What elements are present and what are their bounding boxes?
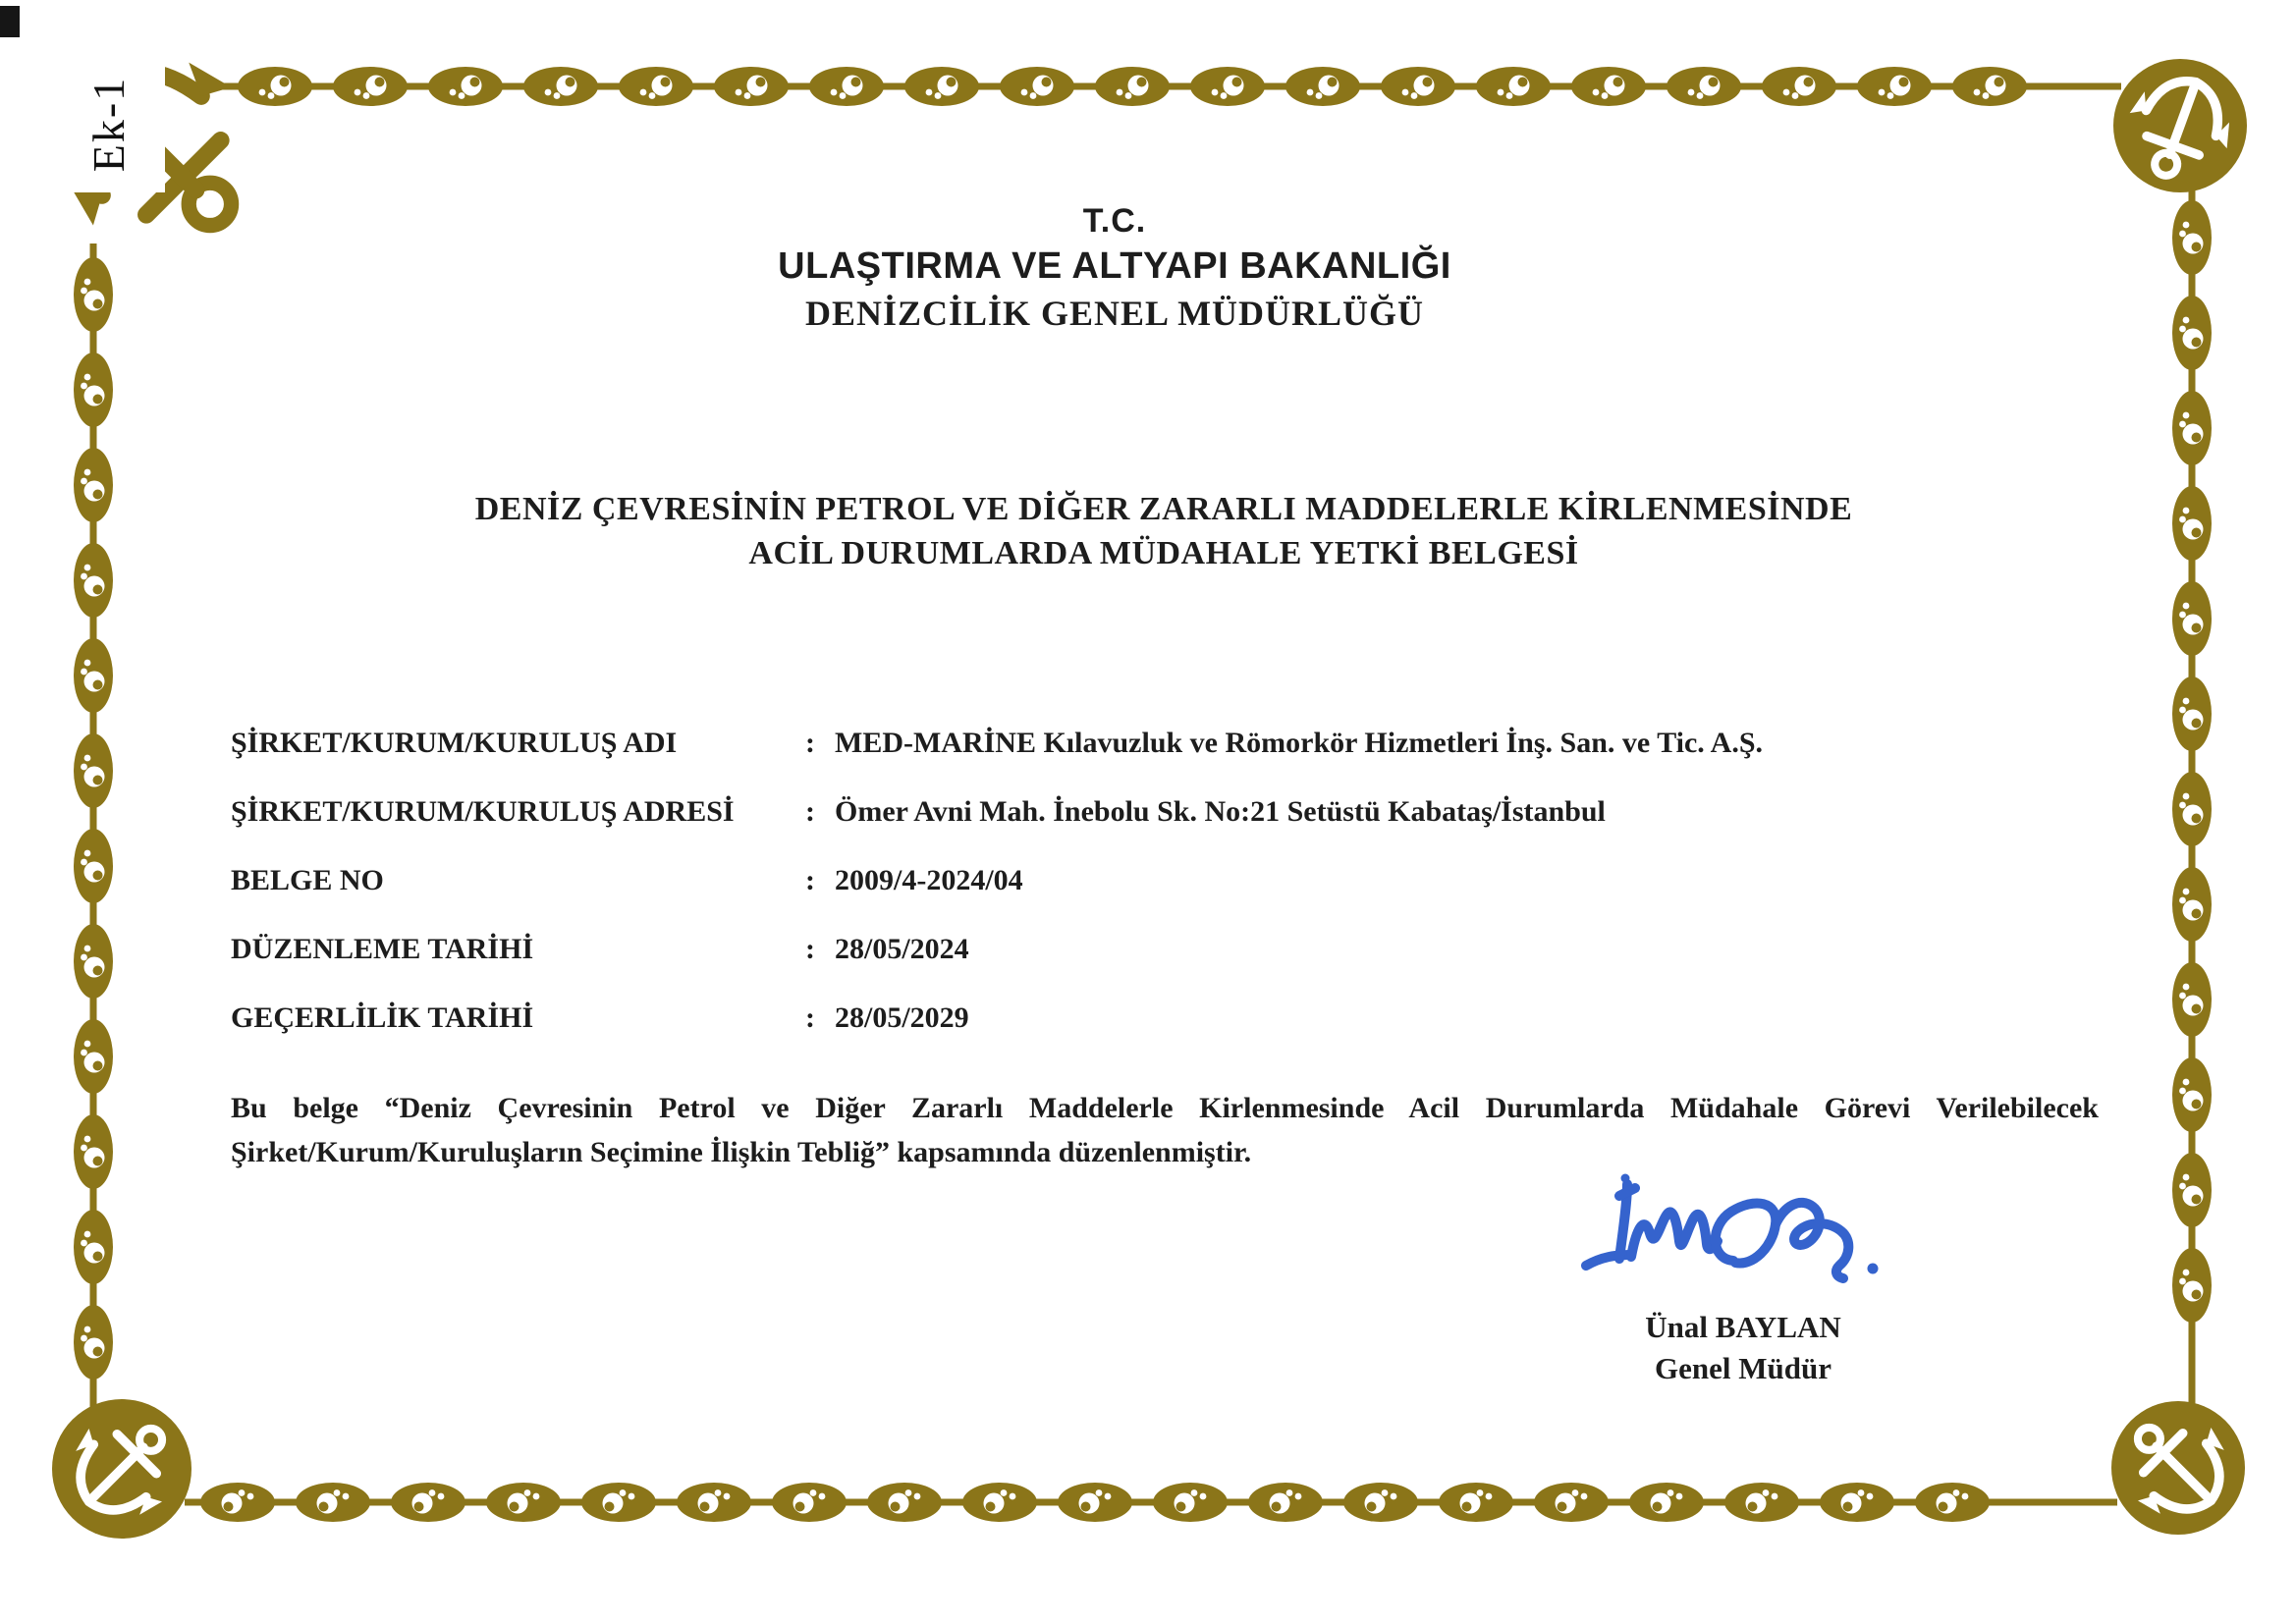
field-label: BELGE NO xyxy=(231,864,384,896)
field-label: ŞİRKET/KURUM/KURULUŞ ADRESİ xyxy=(231,795,735,828)
document-header xyxy=(231,202,1998,334)
certificate-title xyxy=(231,487,2097,575)
ministry-name: ULAŞTIRMA VE ALTYAPI BAKANLIĞI xyxy=(778,245,1451,287)
field-colon: : xyxy=(805,933,815,965)
field-label: ŞİRKET/KURUM/KURULUŞ ADI xyxy=(231,727,678,759)
handwritten-signature xyxy=(1576,1170,1910,1318)
republic-abbreviation: T.C. xyxy=(1082,202,1147,240)
field-value: Ömer Avni Mah. İnebolu Sk. No:21 Setüstü Kabataş/İstanbul xyxy=(835,795,1606,828)
field-colon: : xyxy=(805,1001,815,1034)
signature-block xyxy=(1571,1170,1915,1386)
certificate-title-line1: DENİZ ÇEVRESİNİN PETROL VE DİĞER ZARARLI MADDELERLE KİRLENMESİNDE xyxy=(474,491,1853,527)
signatory-role: Genel Müdür xyxy=(1655,1351,1831,1385)
field-row-certificate-no xyxy=(231,864,2106,933)
directorate-name: DENİZCİLİK GENEL MÜDÜRLÜĞÜ xyxy=(804,294,1425,333)
field-colon: : xyxy=(805,727,815,759)
field-row-validity-date xyxy=(231,1001,2106,1070)
field-value: MED-MARİNE Kılavuzluk ve Römorkör Hizmetleri İnş. San. ve Tic. A.Ş. xyxy=(835,727,1763,759)
field-value: 28/05/2024 xyxy=(835,933,969,965)
signatory-name: Ünal BAYLAN xyxy=(1645,1310,1841,1344)
field-row-issue-date xyxy=(231,933,2106,1001)
field-colon: : xyxy=(805,864,815,896)
body-paragraph: Bu belge “Deniz Çevresinin Petrol ve Diğer Zararlı Maddelerle Kirlenmesinde Acil Durumlarda Müdahale Görevi Verilebilecek Şirket/Kurum/Kuruluşların Seçimine İlişkin Tebliğ” kapsamında düzenlenmiştir. xyxy=(231,1092,2099,1168)
attachment-label: Ek-1 xyxy=(83,76,135,172)
certificate-title-line2: ACİL DURUMLARDA MÜDAHALE YETKİ BELGESİ xyxy=(748,535,1579,571)
field-row-company-address xyxy=(231,795,2106,864)
field-row-company-name xyxy=(231,727,2106,795)
certificate-fields xyxy=(231,727,2106,1070)
field-label: DÜZENLEME TARİHİ xyxy=(231,933,534,965)
field-colon: : xyxy=(805,795,815,828)
field-value: 2009/4-2024/04 xyxy=(835,864,1023,896)
field-value: 28/05/2029 xyxy=(835,1001,969,1034)
field-label: GEÇERLİLİK TARİHİ xyxy=(231,1001,534,1034)
attachment-label-box xyxy=(53,55,165,192)
